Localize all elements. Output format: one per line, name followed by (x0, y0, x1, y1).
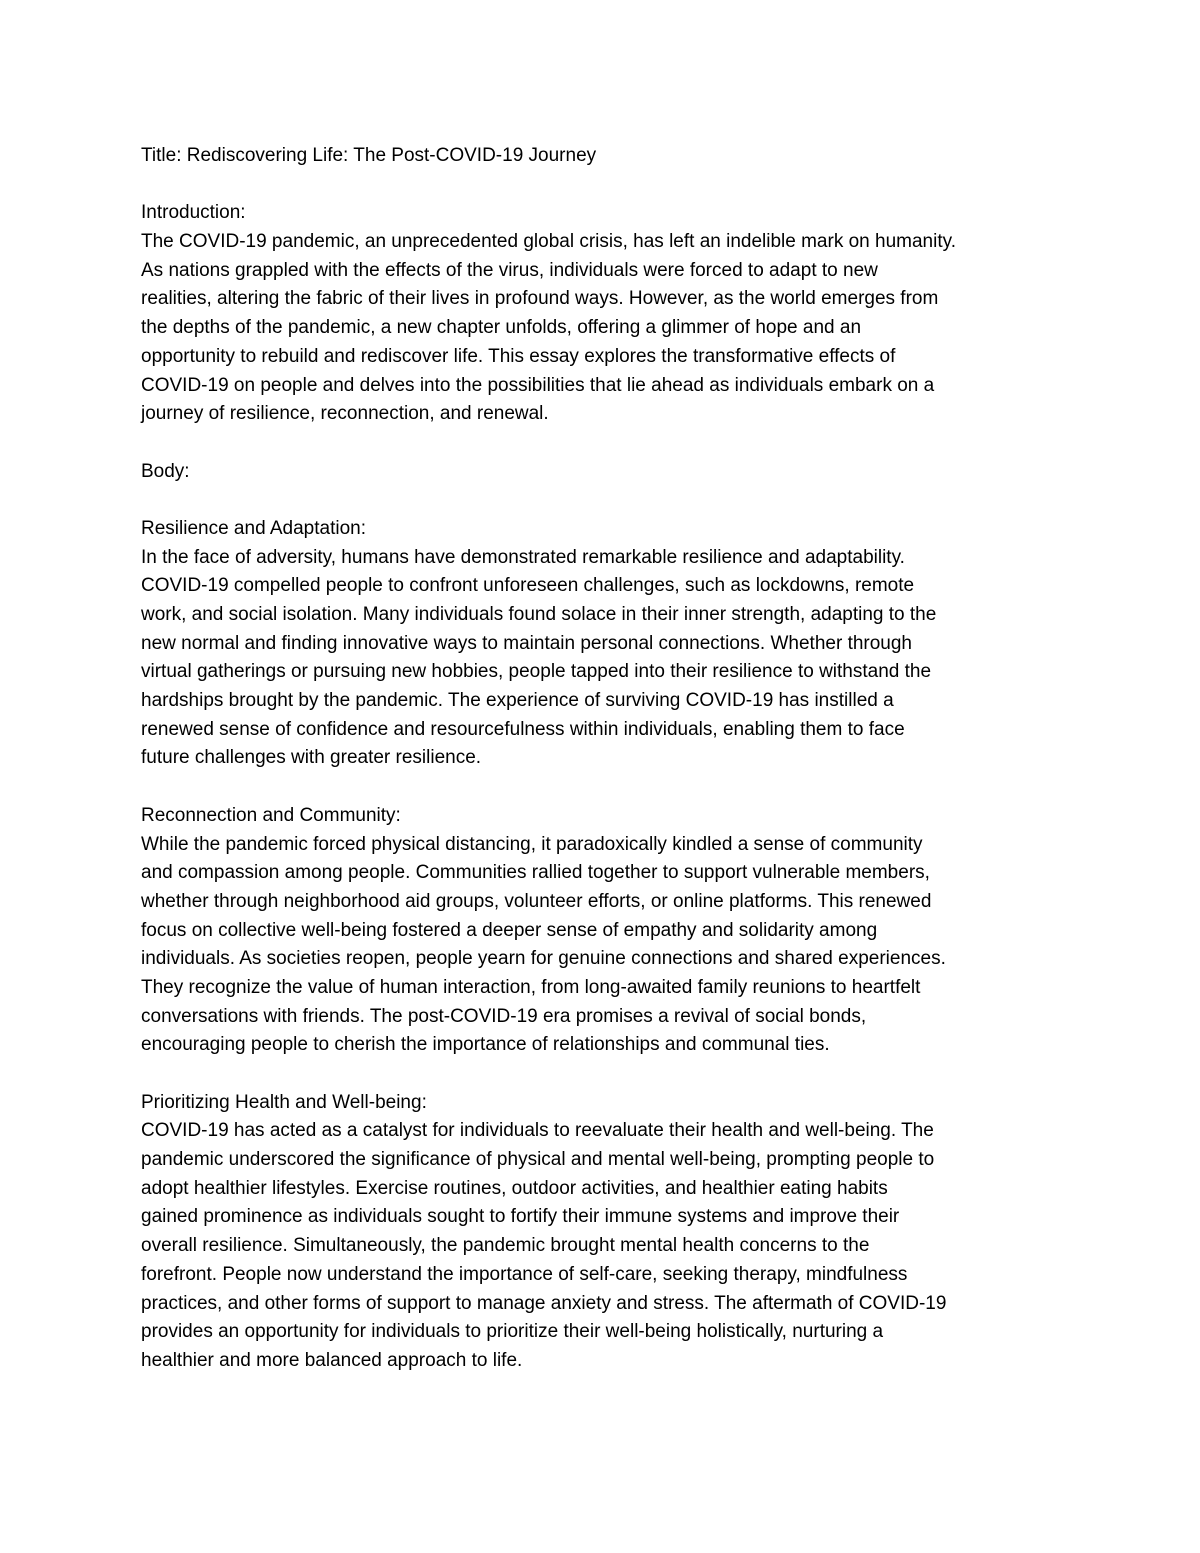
blank-line (141, 1060, 1066, 1089)
paragraph-line: new normal and finding innovative ways to maintain personal connections. Whether through (141, 632, 913, 654)
blank-line (141, 486, 1066, 515)
paragraph-line: forefront. People now understand the importance of self-care, seeking therapy, mindfulness (141, 1263, 908, 1285)
health-section (141, 1089, 1066, 1376)
paragraph-line: healthier and more balanced approach to life. (141, 1349, 523, 1371)
paragraph-line: future challenges with greater resilience. (141, 747, 482, 769)
blank-line (141, 429, 1066, 458)
paragraph-line: journey of resilience, reconnection, and renewal. (141, 403, 549, 425)
paragraph-line: They recognize the value of human interaction, from long-awaited family reunions to heartfelt (141, 976, 921, 998)
paragraph-line: virtual gatherings or pursuing new hobbies, people tapped into their resilience to withstand the (141, 661, 932, 683)
paragraph-line: encouraging people to cherish the importance of relationships and communal ties. (141, 1034, 830, 1056)
paragraph-line: overall resilience. Simultaneously, the pandemic brought mental health concerns to the (141, 1235, 870, 1257)
introduction-heading: Introduction: (141, 202, 246, 224)
reconnection-section (141, 802, 1066, 1060)
paragraph-line: adopt healthier lifestyles. Exercise routines, outdoor activities, and healthier eating habits (141, 1177, 888, 1199)
document-body (141, 142, 1066, 1376)
paragraph-line: gained prominence as individuals sought to fortify their immune systems and improve their (141, 1206, 900, 1228)
resilience-section (141, 515, 1066, 773)
introduction-section (141, 199, 1066, 429)
paragraph-line: As nations grappled with the effects of the virus, individuals were forced to adapt to new (141, 259, 878, 281)
paragraph-line: provides an opportunity for individuals to prioritize their well-being holistically, nurturing a (141, 1321, 884, 1343)
paragraph-line: practices, and other forms of support to manage anxiety and stress. The aftermath of COVID-19 (141, 1292, 947, 1314)
paragraph-line: COVID-19 compelled people to confront unforeseen challenges, such as lockdowns, remote (141, 575, 915, 597)
paragraph-line: and compassion among people. Communities rallied together to support vulnerable members, (141, 862, 930, 884)
paragraph-line: the depths of the pandemic, a new chapter unfolds, offering a glimmer of hope and an (141, 317, 862, 339)
body-heading: Body: (141, 460, 190, 482)
section-heading: Reconnection and Community: (141, 804, 401, 826)
paragraph-line: renewed sense of confidence and resourcefulness within individuals, enabling them to face (141, 718, 905, 740)
paragraph-line: work, and social isolation. Many individuals found solace in their inner strength, adapting to the (141, 604, 937, 625)
paragraph-line: realities, altering the fabric of their lives in profound ways. However, as the world emerges from (141, 288, 939, 310)
paragraph-line: focus on collective well-being fostered a deeper sense of empathy and solidarity among (141, 919, 878, 941)
section-heading: Resilience and Adaptation: (141, 517, 366, 539)
paragraph-line: The COVID-19 pandemic, an unprecedented global crisis, has left an indelible mark on humanity. (141, 231, 956, 253)
blank-line (141, 171, 1066, 200)
paragraph-line: In the face of adversity, humans have demonstrated remarkable resilience and adaptability. (141, 546, 905, 568)
paragraph-line: individuals. As societies reopen, people yearn for genuine connections and shared experiences. (141, 948, 946, 970)
paragraph-line: hardships brought by the pandemic. The experience of surviving COVID-19 has instilled a (141, 690, 894, 712)
paragraph-line: COVID-19 has acted as a catalyst for individuals to reevaluate their health and well-being. The (141, 1120, 934, 1142)
section-heading: Prioritizing Health and Well-being: (141, 1091, 427, 1113)
paragraph-line: conversations with friends. The post-COVID-19 era promises a revival of social bonds, (141, 1005, 867, 1027)
paragraph-line: While the pandemic forced physical distancing, it paradoxically kindled a sense of community (141, 833, 923, 855)
blank-line (141, 773, 1066, 802)
document-title: Title: Rediscovering Life: The Post-COVID-19 Journey (141, 145, 597, 166)
paragraph-line: whether through neighborhood aid groups, volunteer efforts, or online platforms. This renewed (141, 890, 932, 912)
paragraph-line: opportunity to rebuild and rediscover life. This essay explores the transformative effects of (141, 345, 896, 367)
paragraph-line: COVID-19 on people and delves into the possibilities that lie ahead as individuals embark on a (141, 374, 935, 396)
paragraph-line: pandemic underscored the significance of physical and mental well-being, prompting people to (141, 1149, 935, 1171)
